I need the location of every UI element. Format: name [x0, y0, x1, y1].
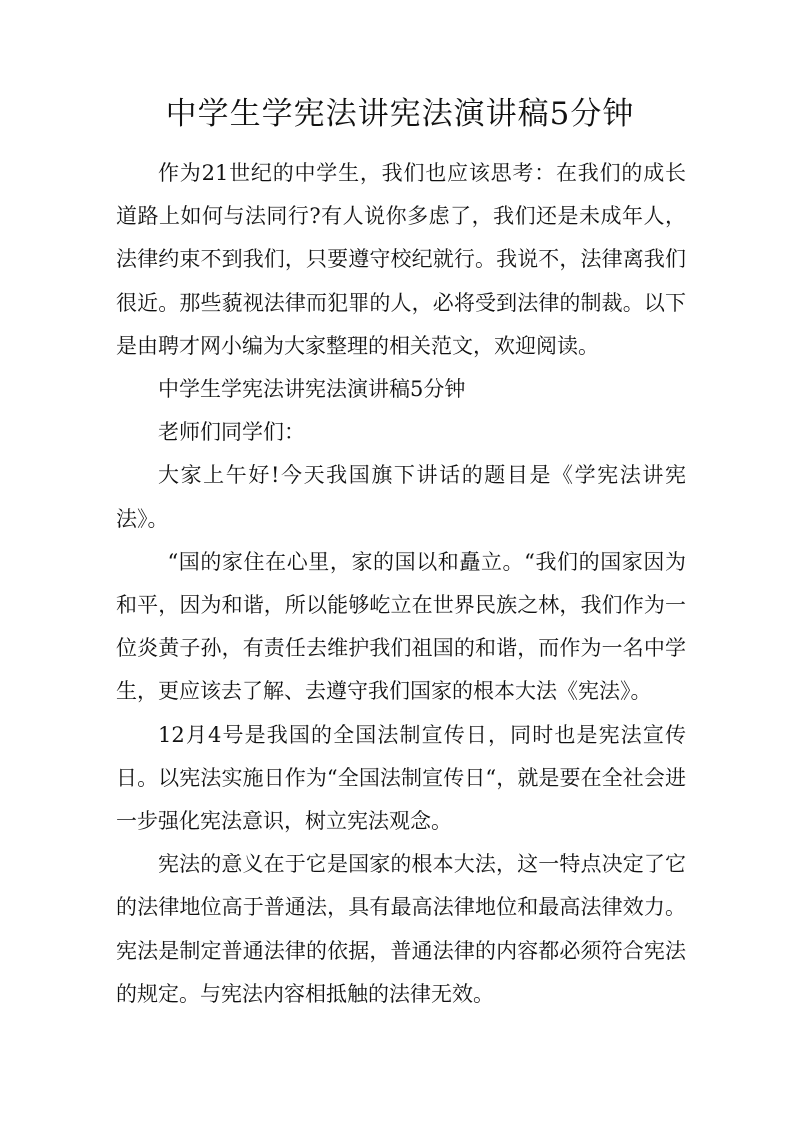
- document-body: [116, 152, 686, 1016]
- speech-paragraph: 大家上午好!今天我国旗下讲话的题目是《学宪法讲宪法》。: [116, 463, 686, 531]
- speech-paragraph: 12月4号是我国的全国法制宣传日，同时也是宪法宣传日。以宪法实施日作为“全国法制宣传日“，就是要在全社会进一步强化宪法意识，树立宪法观念。: [116, 722, 686, 834]
- document-title: 中学生学宪法讲宪法演讲稿5分钟: [165, 96, 635, 132]
- speech-title-line: 中学生学宪法讲宪法演讲稿5分钟: [158, 377, 466, 402]
- speech-paragraph: “国的家住在心里，家的国以和矗立。“我们的国家因为和平，因为和谐，所以能够屹立在世界民族之林，我们作为一位炎黄子孙，有责任去维护我们祖国的和谐，而作为一名中学生，更应该去了解、去遵守我们国家的根本大法《宪法》。: [116, 549, 686, 704]
- salutation-line: 老师们同学们：: [158, 420, 305, 445]
- speech-paragraph: 宪法的意义在于它是国家的根本大法，这一特点决定了它的法律地位高于普通法，具有最高法律地位和最高法律效力。宪法是制定普通法律的依据，普通法律的内容都必须符合宪法的规定。与宪法内容相抵触的法律无效。: [116, 852, 686, 1006]
- intro-paragraph: 作为21世纪的中学生，我们也应该思考：在我们的成长道路上如何与法同行?有人说你多虑了，我们还是未成年人，法律约束不到我们，只要遵守校纪就行。我说不，法律离我们很近。那些藐视法律而犯罪的人，必将受到法律的制裁。以下是由聘才网小编为大家整理的相关范文，欢迎阅读。: [116, 161, 686, 358]
